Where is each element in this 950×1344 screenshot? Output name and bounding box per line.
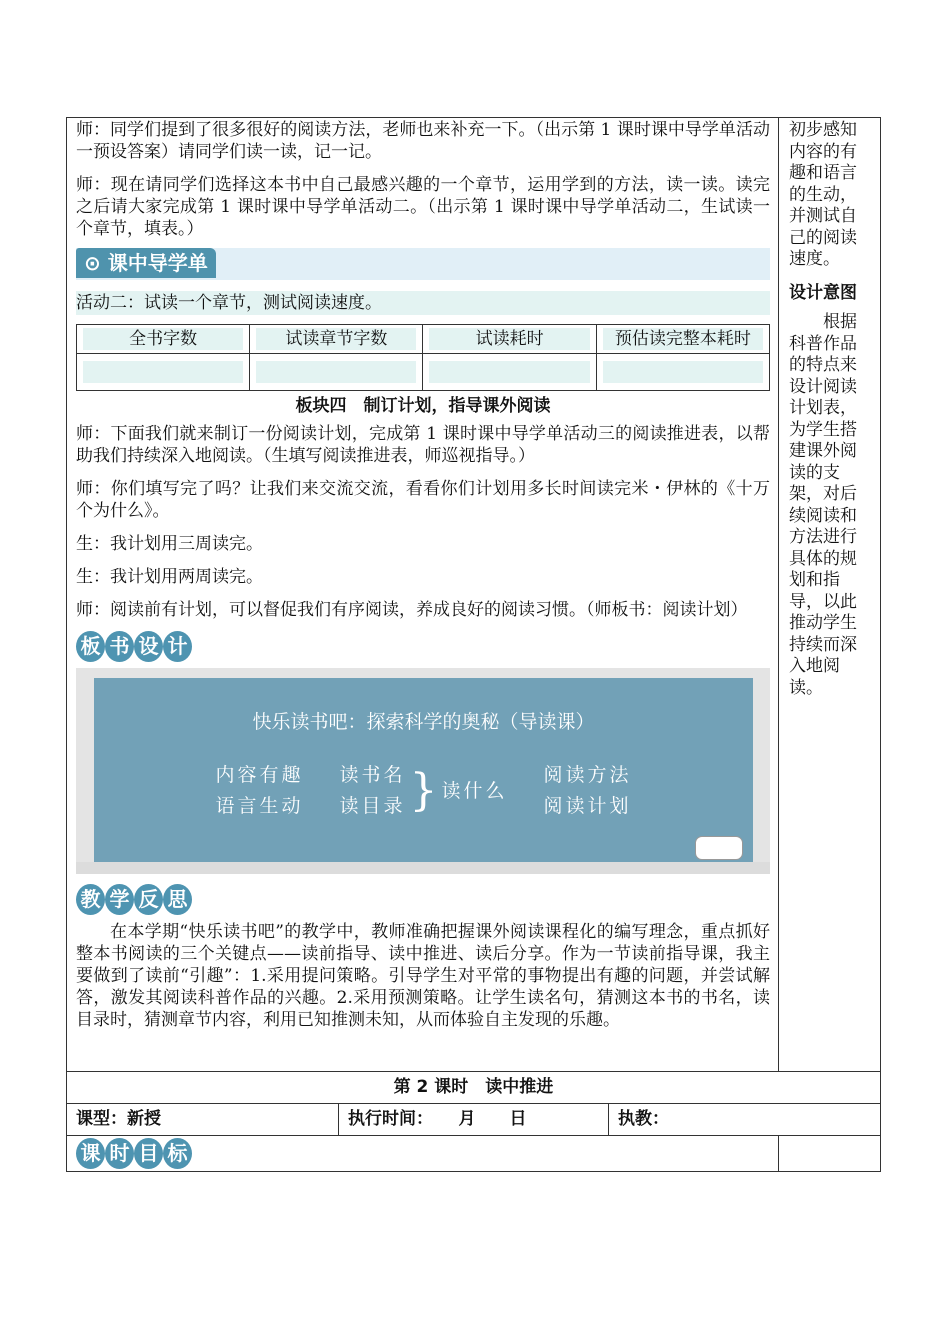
board-column <box>339 760 405 822</box>
lesson-goal-heading <box>76 1138 769 1169</box>
board-title: 快乐读书吧：探索科学的奥秘（导读课） <box>252 711 595 733</box>
board-text: 读目录 <box>339 795 406 817</box>
guide-tag <box>76 248 216 278</box>
goal-side-cell <box>778 1136 880 1172</box>
blackboard <box>94 678 753 862</box>
paragraph: 师：阅读前有计划，可以督促我们有序阅读，养成良好的阅读习惯。（师板书：阅读计划） <box>76 600 748 620</box>
teacher: 执教： <box>609 1104 881 1136</box>
heading-char: 书 <box>105 631 134 662</box>
paragraph: 师：你们填写完了吗？让我们来交流交流，看看你们计划用多长时间读完米・伊林的《十万个为什么》。 <box>76 479 770 521</box>
board-text: 语言生动 <box>215 795 304 817</box>
paragraph: 师：同学们提到了很多很好的阅读方法，老师也来补充一下。（出示第 1 课时课中导学单活动一预设答案）请同学们读一读，记一记。 <box>76 120 770 162</box>
brace-icon: } <box>409 765 438 816</box>
table-cell[interactable] <box>256 361 416 383</box>
heading-char: 时 <box>105 1138 134 1169</box>
section-heading: 板块四 制订计划，指导课外阅读 <box>295 396 551 416</box>
eraser-icon <box>695 836 743 860</box>
table-header: 试读章节字数 <box>256 328 416 350</box>
goal-cell <box>67 1136 779 1172</box>
board-column <box>215 760 303 822</box>
board-design-heading <box>76 631 770 662</box>
board-text: 读什么 <box>441 779 508 802</box>
paragraph: 生：我计划用三周读完。 <box>76 534 263 554</box>
paragraph: 师：下面我们就来制订一份阅读计划，完成第 1 课时课中导学单活动三的阅读推进表，以帮助我们持续深入地阅读。（生填写阅读推进表，师巡视指导。） <box>76 424 770 466</box>
table-cell[interactable] <box>83 361 243 383</box>
side-note: 根据科普作品的特点来设计阅读计划表，为学生搭建课外阅读的支架，对后续阅读和方法进行具体的规划和指导，以此推动学生持续而深入地阅读。 <box>788 312 857 698</box>
lesson-plan-table <box>66 117 881 1172</box>
lesson-type: 课型：新授 <box>67 1104 339 1136</box>
heading-char: 思 <box>163 884 192 915</box>
heading-char: 教 <box>76 884 105 915</box>
paragraph: 师：现在请同学们选择这本书中自己最感兴趣的一个章节，运用学到的方法，读一读。读完之后请大家完成第 1 课时课中导学单活动二。（出示第 1 课时课中导学单活动二，生试读一个章节，填表。） <box>76 175 770 239</box>
board-content <box>114 760 733 822</box>
board-text: 阅读方法 <box>543 764 632 786</box>
table-header: 全书字数 <box>83 328 243 350</box>
main-cell <box>67 118 779 1072</box>
guide-title: 课中导学单 <box>107 251 208 275</box>
table-cell[interactable] <box>429 361 589 383</box>
side-column <box>778 118 880 1072</box>
heading-char: 学 <box>105 884 134 915</box>
paragraph: 生：我计划用两周读完。 <box>76 567 263 587</box>
reflection-text: 在本学期“快乐读书吧”的教学中，教师准确把握课外阅读课程化的编写理念，重点抓好整本书阅读的三个关键点——读前指导、读中推进、读后分享。作为一节读前指导课，我主要做到了读前“引趣”：1.采用提问策略。引导学生对平常的事物提出有趣的问题，并尝试解答，激发其阅读科普作品的兴趣。2.采用预测策略。让学生读名句，猜测这本书的书名，读目录时，猜测章节内容，利用已知推测未知，从而体验自主发现的乐趣。 <box>76 922 770 1030</box>
board-text: 读书名 <box>339 764 406 786</box>
execution-time: 执行时间： 月 日 <box>339 1104 609 1136</box>
heading-char: 计 <box>163 631 192 662</box>
blackboard-frame <box>76 668 770 874</box>
activity-label: 活动二：试读一个章节，测试阅读速度。 <box>76 291 770 315</box>
design-intent-heading: 设计意图 <box>788 282 857 303</box>
heading-char: 板 <box>76 631 105 662</box>
board-text: 阅读计划 <box>543 795 632 817</box>
board-column <box>544 760 632 822</box>
heading-char: 反 <box>134 884 163 915</box>
board-brace-group <box>339 760 507 822</box>
table-header: 预估读完整本耗时 <box>603 328 763 350</box>
heading-char: 目 <box>134 1138 163 1169</box>
reading-speed-table <box>76 324 770 391</box>
table-header: 试读耗时 <box>429 328 589 350</box>
lesson-title: 第 2 课时 读中推进 <box>67 1072 881 1104</box>
play-icon: ⊙ <box>84 251 101 275</box>
table-cell[interactable] <box>603 361 763 383</box>
chalk-ledge <box>76 862 770 874</box>
heading-char: 课 <box>76 1138 105 1169</box>
board-text: 内容有趣 <box>215 764 304 786</box>
heading-char: 标 <box>163 1138 192 1169</box>
side-note: 初步感知内容的有趣和语言的生动，并测试自己的阅读速度。 <box>788 120 857 269</box>
heading-char: 设 <box>134 631 163 662</box>
reflection-heading <box>76 884 770 915</box>
guide-banner <box>76 248 770 280</box>
